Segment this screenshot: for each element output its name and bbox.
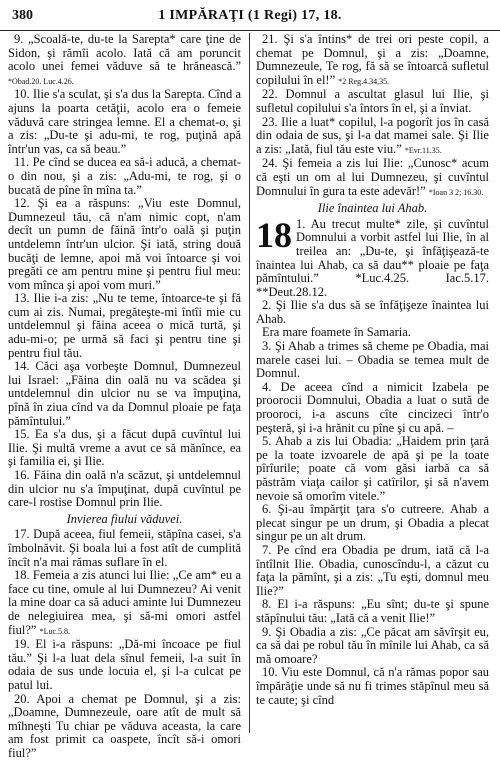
verse: [256, 544, 489, 598]
verse-text: 5. Ahab a zis lui Obadia: „Haidem prin ţară pe la toate izvoarele de apă şi pe la toate pîrîurile; poate că vom găsi iarbă ca să păstrăm viaţa cailor şi catîrilor, şi să n'avem nevoie să omorîm vitele.”: [256, 434, 489, 502]
verse: [8, 88, 241, 156]
verse-text: 16. Făina din oală n'a scăzut, şi untdelemnul din ulcior nu s'a împuţinat, după cuvîntul pe care-l rostise Domnul prin Ilie.: [8, 468, 241, 509]
verse-text: 15. Ea s'a dus, şi a făcut după cuvîntul lui Ilie. Şi multă vreme a avut ce să mănînce, ea şi familia ei, şi Ilie.: [8, 427, 241, 468]
verse-text: Era mare foamete în Samaria.: [262, 325, 411, 339]
verse: [8, 569, 241, 638]
verse: [256, 157, 489, 199]
chapter-number: 18: [256, 220, 292, 250]
verse: [256, 626, 489, 667]
verse-text: 10. Ilie s'a sculat, şi s'a dus la Sarepta. Cînd a ajuns la poarta cetăţii, acolo era o femeie văduvă care stringea lemne. El a chemat-o, şi a zis: „Du-te şi adu-mi, te rog, puţină apă într'un vas, ca să beau.”: [8, 87, 241, 155]
verse: [256, 503, 489, 544]
verse-text: 17. După aceea, fiul femeii, stăpîna casei, s'a îmbolnăvit. Şi boala lui a fost atît de cumplită încît n'a mai rămas suflare în el.: [8, 527, 241, 568]
left-column: [8, 33, 241, 735]
verse: [8, 469, 241, 510]
verse-text: 4. De aceea cînd a nimicit Izabela pe proorocii Domnului, Obadia a luat o sută de prooroci, i-a ascuns cîte cincizeci într'o peşteră, şi i-a hrănit cu pîne şi cu apă. –: [256, 380, 489, 435]
verse-text: 2. Şi Ilie s'a dus să se înfăţişeze înaintea lui Ahab.: [256, 298, 489, 326]
verse-text: 10. Viu este Domnul, că n'a rămas popor sau împărăţie unde să nu fi trimes stăpînul meu să te caute; şi cînd: [256, 665, 489, 706]
chapter-start: [256, 218, 489, 300]
verse-text: 21. Şi s'a întins* de trei ori peste copil, a chemat pe Domnul, şi a zis: „Doamne, Dumnezeule, Te rog, fă să se întoarcă sufletul copilului în el!”: [256, 32, 489, 87]
verse: [8, 428, 241, 469]
verse: [8, 360, 241, 428]
running-title: 1 IMPĂRAŢI (1 Regi) 17, 18.: [0, 8, 500, 24]
verse-text: 20. Apoi a chemat pe Domnul, şi a zis: „Doamne, Dumnezeule, oare atît de mult să mîhneşti Tu chiar pe văduva aceasta, la care am fost primit ca oaspete, încît să-i omori fiul?”: [8, 692, 241, 760]
verse: [8, 292, 241, 360]
cross-reference: *Evr.11.35.: [405, 146, 442, 155]
verse-text: 1. Au trecut multe* zile, şi cuvîntul Domnului a vorbit astfel lui Ilie, în al treilea an: „Du-te, şi înfăţişează-te înaintea lui Ahab, ca să dau** ploaie pe faţa pămîntului.”: [256, 217, 489, 285]
cross-reference: *Obad.20. Luc.4.26.: [8, 77, 74, 86]
verse: [256, 340, 489, 381]
verse-text: 11. Pe cînd se ducea ea să-i aducă, a chemat-o din nou, şi a zis: „Adu-mi, te rog, şi o bucată de pîne în mîna ta.”: [8, 155, 241, 196]
verse-text: 12. Şi ea a răspuns: „Viu este Domnul, Dumnezeul tău, că n'am nimic copt, n'am decît un pumn de făină într'o oală şi puţin untdelemn într'un ulcior. Şi iată, string două bucăţi de lemne, apoi mă voi întoarce şi voi pregăti ce am pentru mine şi pentru fiul meu: vom mînca şi apoi vom muri.”: [8, 196, 241, 292]
right-column: [256, 33, 489, 735]
cross-reference: *Ioan 3 2; 16.30.: [429, 188, 483, 197]
verse-text: 9. „Scoală-te, du-te la Sarepta* care ţine de Sidon, şi rămîi acolo. Iată că am poruncit acolo unei femei văduve să te hrănească.”: [8, 32, 241, 73]
verse: [256, 666, 489, 707]
verse: [256, 88, 489, 115]
verse-text: 8. El i-a răspuns: „Eu sînt; du-te şi spune stăpînului tău: „Iată că a venit Ilie!”: [256, 597, 489, 625]
verse-text: 14. Căci aşa vorbeşte Domnul, Dumnezeul lui Israel: „Făina din oală nu va scădea şi untdelemnul din ulcior nu se va împuţina, pînă în ziua cînd va da Domnul ploaie pe faţa pămîntului.”: [8, 359, 241, 427]
verse-text: 3. Şi Ahab a trimes să cheme pe Obadia, mai marele casei lui. – Obadia se temea mult de Domnul.: [256, 339, 489, 380]
verse: [256, 598, 489, 625]
column-divider: [249, 33, 250, 733]
verse-text: 6. Şi-au împărţit ţara s'o cutreere. Ahab a plecat singur pe un drum, şi Obadia a plecat singur pe un alt drum.: [256, 502, 489, 543]
verse-text: 18. Femeia a zis atunci lui Ilie: „Ce am* eu a face cu tine, omule al lui Dumnezeu? Ai venit la mine doar ca să aduci aminte lui Dumnezeu de nelegiuirea mea, şi să-mi omori astfel fiul?”: [8, 568, 241, 636]
page-header: [0, 0, 500, 31]
verse: [256, 381, 489, 435]
verse: [256, 33, 489, 88]
page-number: 380: [12, 8, 33, 24]
verse-text: 23. Ilie a luat* copilul, l-a pogorît jos în casă din odaia de sus, şi l-a dat mamei sale. Şi Ilie a zis: „Iată, fiul tău este viu.”: [256, 115, 489, 156]
verse-text: 13. Ilie i-a zis: „Nu te teme, întoarce-te şi fă cum ai zis. Numai, pregăteşte-mi întîi mie cu untdelemnul şi făina aceea o mică turtă, şi adu-mi-o; pe urmă să faci şi pentru tine şi pentru fiul tău.: [8, 291, 241, 359]
section-heading: Ilie înaintea lui Ahab.: [256, 202, 489, 216]
verse: [256, 326, 489, 340]
cross-reference: *Luc.5.8.: [40, 627, 70, 636]
verse: [256, 435, 489, 503]
verse: [8, 156, 241, 197]
cross-reference: *Luc.4.25. Iac.5.17. **Deut.28.12.: [256, 271, 489, 299]
verse: [8, 33, 241, 88]
verse: [256, 116, 489, 158]
verse-text: 22. Domnul a ascultat glasul lui Ilie, şi sufletul copilului s'a întors în el, şi a înviat.: [256, 87, 489, 115]
verse-text: 19. El i-a răspuns: „Dă-mi încoace pe fiul tău.” Şi l-a luat dela sînul femeii, l-a suit în odaia de sus unde locuia el, şi l-a culcat pe patul lui.: [8, 637, 241, 692]
verse-text: 9. Şi Obadia a zis: „Ce păcat am săvîrşit eu, ca să dai pe robul tău în mînile lui Ahab, ca să mă omoare?: [256, 625, 489, 666]
cross-reference: *2 Reg.4.34,35.: [338, 77, 389, 86]
verse: [8, 528, 241, 569]
verse-text: 24. Şi femeia a zis lui Ilie: „Cunosc* acum că eşti un om al lui Dumnezeu, şi cuvîntul Domnului în gura ta este adevăr!”: [256, 156, 489, 197]
section-heading: Invierea fiului văduvei.: [8, 513, 241, 527]
verse: [8, 638, 241, 692]
verse: [256, 299, 489, 326]
verse: [8, 197, 241, 292]
verse: [8, 693, 241, 760]
verse-text: 7. Pe cînd era Obadia pe drum, iată că l-a întîlnit Ilie. Obadia, cunoscîndu-l, a căzut cu faţa la pămînt, şi a zis: „Tu eşti, domnul meu Ilie?”: [256, 543, 489, 598]
